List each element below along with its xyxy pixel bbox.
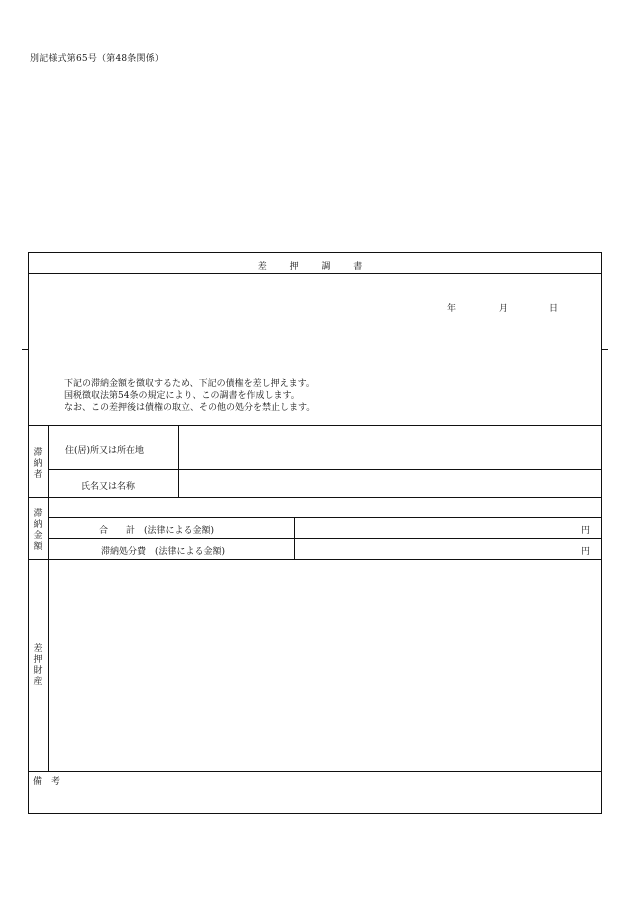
divider: [48, 497, 49, 559]
total-amount-label: 合 計 (法律による金額): [99, 526, 215, 536]
taxpayer-group-label: 滞 納 者: [33, 448, 43, 480]
statement-line-1: 下記の滞納金額を徴収するため、下記の債権を差し押えます。: [64, 379, 315, 389]
remarks-label: 備 考: [33, 777, 61, 787]
address-label: 住(居)所又は所在地: [65, 446, 145, 456]
divider: [48, 517, 601, 518]
statement-line-2: 国税徴収法第54条の規定により、この調書を作成します。: [64, 391, 300, 401]
form-title: 差 押 調 書: [257, 262, 373, 272]
name-label: 氏名又は名称: [81, 482, 136, 492]
divider: [29, 771, 601, 772]
divider: [178, 425, 179, 497]
form-reference: 別記様式第65号（第48条関係）: [30, 54, 165, 64]
date-month-label: 月: [499, 304, 509, 314]
date-day-label: 日: [549, 304, 559, 314]
amount-group-label: 滞 納 金 額: [33, 509, 43, 552]
divider: [48, 469, 601, 470]
divider: [29, 425, 601, 426]
fee-amount-label: 滞納処分費 (法律による金額): [101, 547, 226, 557]
divider: [29, 559, 601, 560]
divider: [29, 273, 601, 274]
total-amount-currency: 円: [581, 526, 591, 536]
property-group-label: 差 押 財 産: [33, 644, 43, 687]
divider: [48, 538, 601, 539]
right-margin-tick: [602, 349, 608, 350]
divider: [48, 559, 49, 771]
fee-amount-currency: 円: [581, 547, 591, 557]
date-year-label: 年: [447, 304, 457, 314]
divider: [29, 497, 601, 498]
seizure-record-form: [28, 252, 602, 814]
divider: [48, 425, 49, 497]
statement-line-3: なお、この差押後は債権の取立、その他の処分を禁止します。: [64, 403, 316, 413]
